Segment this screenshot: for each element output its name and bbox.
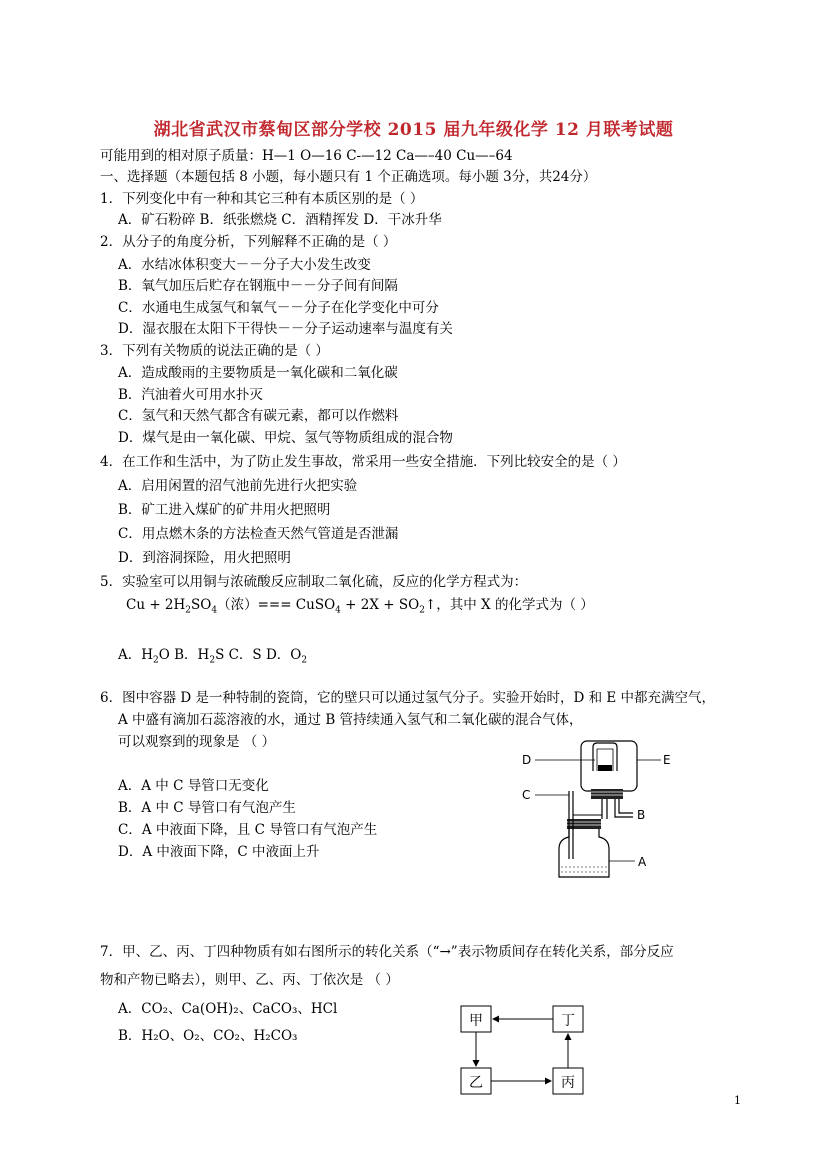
label-d: D xyxy=(522,753,532,767)
atomic-masses: 可能用到的相对原子质量：H—1 O—16 C-—12 Ca—–40 Cu—–64 xyxy=(100,148,513,164)
page-number: 1 xyxy=(734,1094,741,1107)
q6-option-a: A．A 中 C 导管口无变化 xyxy=(118,778,269,794)
q7-option-b: B．H₂O、O₂、CO₂、H₂CO₃ xyxy=(118,1028,298,1044)
q6-option-b: B．A 中 C 导管口有气泡产生 xyxy=(118,800,296,816)
box-yi: 乙 xyxy=(469,1075,483,1091)
label-c: C xyxy=(522,788,531,802)
q4-option-a: A．启用闲置的沼气池前先进行火把实验 xyxy=(118,478,358,494)
q3-option-c: C．氢气和天然气都含有碳元素，都可以作燃料 xyxy=(118,408,399,424)
q3-option-a: A．造成酸雨的主要物质是一氧化碳和二氧化碳 xyxy=(118,365,398,381)
q6-line3: 可以观察到的现象是 （ ） xyxy=(118,734,276,750)
q2-option-c: C．水通电生成氢气和氧气－－分子在化学变化中可分 xyxy=(118,300,439,316)
q3-option-d: D．煤气是由一氧化碳、甲烷、氢气等物质组成的混合物 xyxy=(118,430,453,446)
q6-option-c: C．A 中液面下降，且 C 导管口有气泡产生 xyxy=(118,822,378,838)
q1-options: A．矿石粉碎 B．纸张燃烧 C．酒精挥发 D．干冰升华 xyxy=(118,212,442,228)
q7-option-a: A．CO₂、Ca(OH)₂、CaCO₃、HCl xyxy=(118,1001,338,1017)
label-a: A xyxy=(638,855,647,869)
q2-option-b: B．氧气加压后贮存在钢瓶中－－分子间有间隔 xyxy=(118,278,398,294)
box-bing: 丙 xyxy=(561,1075,575,1091)
q6-line2: A 中盛有滴加石蕊溶液的水，通过 B 管持续通入氢气和二氧化碳的混合气体， xyxy=(118,712,583,728)
label-b: B xyxy=(637,808,646,822)
q7-line1: 7．甲、乙、丙、丁四种物质有如右图所示的转化关系（“→”表示物质间存在转化关系，部分反应 xyxy=(100,944,674,960)
q2-option-d: D．湿衣服在太阳下干得快－－分子运动速率与温度有关 xyxy=(118,321,453,337)
box-ding: 丁 xyxy=(561,1013,575,1029)
q6-apparatus-diagram xyxy=(515,735,685,885)
q7-line2: 物和产物已略去），则甲、乙、丙、丁依次是 （ ） xyxy=(100,972,399,988)
q7-conversion-diagram xyxy=(455,1000,595,1100)
q5-equation: $Cu + 2H_2SO_4$（浓）=== CuSO$_4$ + $2X + SO_2↑$，其中 X 的化学式为（ ） xyxy=(126,597,594,616)
q2-option-a: A．水结冰体积变大－－分子大小发生改变 xyxy=(118,257,371,273)
q6-line1: 6．图中容器 D 是一种特制的瓷筒，它的壁只可以通过氢气分子。实验开始时，D 和 E 中都充满空气， xyxy=(100,690,716,706)
exam-title: 湖北省武汉市蔡甸区部分学校 2015 届九年级化学 12 月联考试题 xyxy=(153,120,674,140)
box-jia: 甲 xyxy=(469,1013,483,1029)
q5-stem: 5．实验室可以用铜与浓硫酸反应制取二氧化硫，反应的化学方程式为： xyxy=(100,574,528,590)
q6-option-d: D．A 中液面下降，C 中液面上升 xyxy=(118,844,320,860)
q3-stem: 3．下列有关物质的说法正确的是（ ） xyxy=(100,343,329,359)
q4-option-d: D．到溶洞探险，用火把照明 xyxy=(118,550,291,566)
q4-stem: 4．在工作和生活中，为了防止发生事故，常采用一些安全措施．下列比较安全的是（ ） xyxy=(100,454,626,470)
q3-option-b: B．汽油着火可用水扑灭 xyxy=(118,387,263,403)
q5-options: A．$H_2O$ B．$H_2S$ C．S D．$O_2$ xyxy=(118,647,308,666)
q1-stem: 1．下列变化中有一种和其它三种有本质区别的是（ ） xyxy=(100,191,424,207)
q2-stem: 2．从分子的角度分析，下列解释不正确的是（ ） xyxy=(100,234,397,250)
q4-option-b: B．矿工进入煤矿的矿井用火把照明 xyxy=(118,502,331,518)
section-heading: 一、选择题（本题包括 8 小题，每小题只有 1 个正确选项。每小题 3分，共24分） xyxy=(100,169,597,185)
label-e: E xyxy=(663,753,671,767)
q4-option-c: C．用点燃木条的方法检查天然气管道是否泄漏 xyxy=(118,526,399,542)
